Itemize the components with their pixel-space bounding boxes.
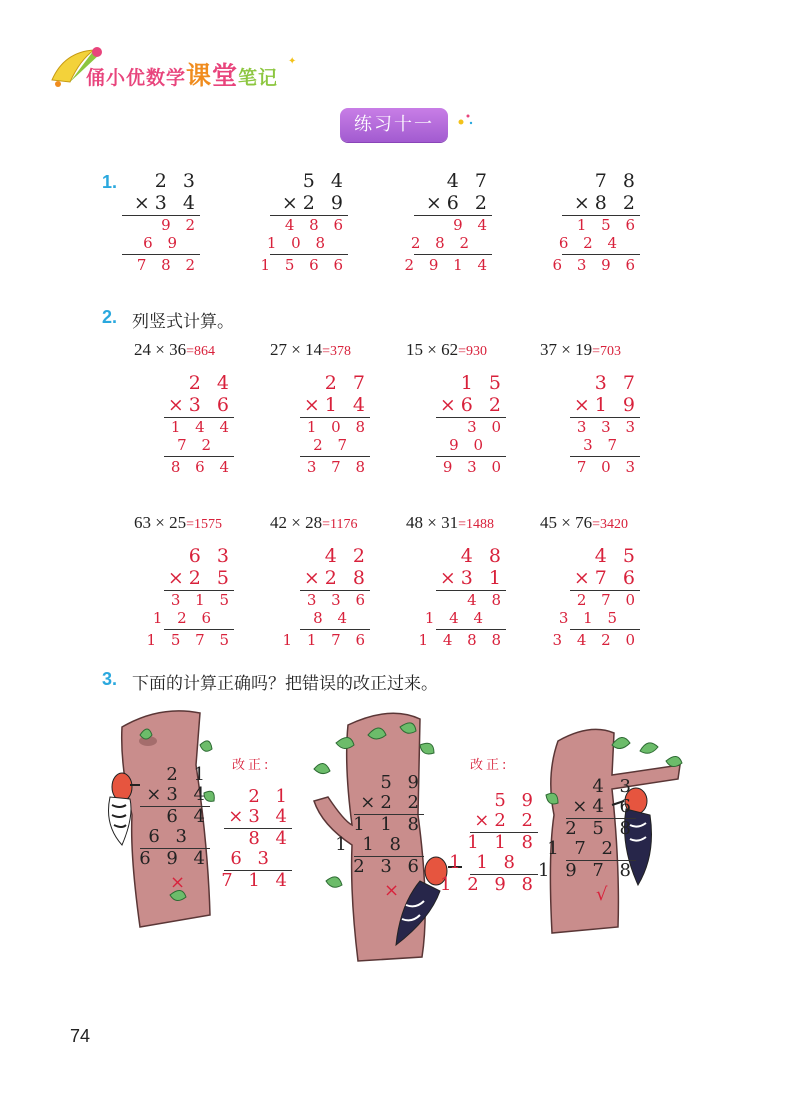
q2-problem-3-partial-1: 3 0 xyxy=(467,418,506,436)
q2-problem-4-result: 7 0 3 xyxy=(576,458,640,476)
exercise-title: 练习十一 xyxy=(340,108,448,142)
q3-tree-3-vertical-multiplication xyxy=(538,776,636,884)
q3-tree-2-multiplier: ×2 2 xyxy=(360,792,424,813)
q2-problem-6-partial-2: 8 4 xyxy=(313,609,352,627)
q1-item-3-rule-1 xyxy=(414,215,492,216)
q2-problem-expression: 27 × 14 xyxy=(270,340,323,359)
q3-tree-3-multiplicand: 4 3 xyxy=(592,776,636,797)
q3-tree-2-mark: × xyxy=(384,880,400,901)
q2-problem-expression: 24 × 36 xyxy=(134,340,187,359)
q2-problem-7 xyxy=(406,513,494,533)
q3-tree-3-rule-2 xyxy=(566,860,636,861)
q2-problem-4-vertical-multiplication xyxy=(564,372,640,480)
q2-problem-5-partial-2: 1 2 6 xyxy=(152,609,216,627)
q2-problem-8-partial-1: 2 7 0 xyxy=(576,591,640,609)
q3-tree-2-vertical-multiplication xyxy=(335,772,424,880)
brand-prefix: 俑小优数学 xyxy=(86,67,187,89)
q1-item-4-result: 6 3 9 6 xyxy=(552,256,640,274)
q2-problem-6-result: 1 1 7 6 xyxy=(282,631,370,649)
q2-number: 2. xyxy=(102,307,118,327)
correction-label-2: 改正: xyxy=(470,758,510,773)
q2-problem-5 xyxy=(134,513,222,533)
q2-problem-4-multiplicand: 3 7 xyxy=(594,372,640,394)
q2-problem-1-multiplier: ×3 6 xyxy=(167,394,234,416)
q2-problem-answer: =864 xyxy=(186,344,215,359)
q2-problem-1 xyxy=(134,340,215,360)
q3-correction-2-partial-2: 1 1 8 xyxy=(449,852,520,873)
q3-tree-1-partial-1: 6 4 xyxy=(166,806,210,827)
q3-correction-2-partial-1: 1 1 8 xyxy=(467,832,538,853)
q3-tree-1-partial-2: 6 3 xyxy=(148,826,192,847)
q2-problem-1-rule-2 xyxy=(164,456,234,457)
correction-label-1: 改正: xyxy=(232,758,272,773)
q1-item-3-partial-2: 2 8 2 xyxy=(410,234,474,252)
q2-problem-expression: 42 × 28 xyxy=(270,513,323,532)
q2-problem-1-result: 8 6 4 xyxy=(170,458,234,476)
q2-problem-2 xyxy=(270,340,351,360)
q2-problem-2-multiplicand: 2 7 xyxy=(324,372,370,394)
q3-correction-1-multiplicand: 2 1 xyxy=(248,786,292,807)
q2-problem-1-multiplicand: 2 4 xyxy=(188,372,234,394)
q3-number: 3. xyxy=(102,669,118,689)
q2-problem-8-rule-2 xyxy=(570,629,640,630)
q2-problem-4-partial-2: 3 7 xyxy=(583,436,622,454)
q1-item-3-partial-1: 9 4 xyxy=(453,216,492,234)
q2-problem-expression: 15 × 62 xyxy=(406,340,459,359)
q2-problem-4-multiplier: ×1 9 xyxy=(573,394,640,416)
q2-problem-answer: =1575 xyxy=(186,517,222,532)
brand-ke: 课 xyxy=(186,61,213,90)
q3-tree-2-rule-2 xyxy=(354,856,424,857)
q2-problem-2-multiplier: ×1 4 xyxy=(303,394,370,416)
q3-correction-2-multiplicand: 5 9 xyxy=(494,790,538,811)
q3-correction-2-rule-1 xyxy=(470,832,538,833)
q2-problem-6-rule-2 xyxy=(300,629,370,630)
q2-problem-5-result: 1 5 7 5 xyxy=(146,631,234,649)
q2-problem-5-partial-1: 3 1 5 xyxy=(170,591,234,609)
q3-tree-1-multiplicand: 2 1 xyxy=(166,764,210,785)
q2-problem-8-partial-2: 3 1 5 xyxy=(558,609,622,627)
q2-problem-3-multiplier: ×6 2 xyxy=(439,394,506,416)
q1-item-1-rule-1 xyxy=(122,215,200,216)
q3-correction-2-result: 1 2 9 8 xyxy=(440,874,538,895)
q3-correction-1-vertical-multiplication xyxy=(218,786,292,894)
q3-tree-2-rule-1 xyxy=(354,814,424,815)
q1-number: 1. xyxy=(102,172,118,192)
q2-problem-1-partial-2: 7 2 xyxy=(177,436,216,454)
q3-tree-1-mark: × xyxy=(170,872,186,893)
q1-item-1-vertical-multiplication xyxy=(120,170,200,278)
q1-item-2-vertical-multiplication xyxy=(260,170,348,278)
svg-text:✦: ✦ xyxy=(288,56,297,67)
q2-problem-8-rule-1 xyxy=(570,590,640,591)
q2-problem-2-partial-2: 2 7 xyxy=(313,436,352,454)
q2-problem-7-vertical-multiplication xyxy=(418,545,506,653)
q2-problem-6-multiplier: ×2 8 xyxy=(303,567,370,589)
q2-problem-4-rule-1 xyxy=(570,417,640,418)
brand-title xyxy=(86,56,278,92)
q3-tree-3-multiplier: ×4 6 xyxy=(572,796,636,817)
q2-problem-expression: 45 × 76 xyxy=(540,513,593,532)
q3-correction-1-rule-2 xyxy=(224,870,292,871)
q1-item-1-partial-2: 6 9 xyxy=(143,234,182,252)
brand-suffix: 笔记 xyxy=(238,67,279,89)
q3-correction-1-partial-2: 6 3 xyxy=(230,848,274,869)
q2-problem-5-rule-1 xyxy=(164,590,234,591)
q1-item-4-rule-1 xyxy=(562,215,640,216)
q1-item-1-multiplier: ×3 4 xyxy=(133,192,200,214)
q2-problem-8-vertical-multiplication xyxy=(552,545,640,653)
q1-item-3-multiplicand: 4 7 xyxy=(446,170,492,192)
q1-item-1-partial-1: 9 2 xyxy=(161,216,200,234)
q2-problem-5-vertical-multiplication xyxy=(146,545,234,653)
q2-problem-5-multiplicand: 6 3 xyxy=(188,545,234,567)
q2-problem-6-multiplicand: 4 2 xyxy=(324,545,370,567)
q1-item-3-multiplier: ×6 2 xyxy=(425,192,492,214)
q2-problem-3-result: 9 3 0 xyxy=(442,458,506,476)
q2-instruction: 列竖式计算。 xyxy=(132,312,234,332)
q2-problem-answer: =378 xyxy=(322,344,351,359)
q1-item-4-partial-2: 6 2 4 xyxy=(558,234,622,252)
q1-item-4-multiplicand: 7 8 xyxy=(594,170,640,192)
q2-problem-answer: =1176 xyxy=(322,517,358,532)
q3-tree-1-rule-2 xyxy=(140,848,210,849)
q1-item-4-multiplier: ×8 2 xyxy=(573,192,640,214)
q3-correction-2-vertical-multiplication xyxy=(440,790,538,898)
q2-problem-1-vertical-multiplication xyxy=(158,372,234,480)
q2-problem-7-rule-1 xyxy=(436,590,506,591)
q3-tree-1-vertical-multiplication xyxy=(134,764,210,872)
q1-item-2-multiplier: ×2 9 xyxy=(281,192,348,214)
q1-item-2-rule-1 xyxy=(270,215,348,216)
q1-item-4-partial-1: 1 5 6 xyxy=(576,216,640,234)
q2-problem-6-rule-1 xyxy=(300,590,370,591)
q3-correction-2-multiplier: ×2 2 xyxy=(474,810,538,831)
q2-problem-5-multiplier: ×2 5 xyxy=(167,567,234,589)
q2-problem-6 xyxy=(270,513,357,533)
q1-item-2-partial-1: 4 8 6 xyxy=(284,216,348,234)
q2-problem-8-multiplier: ×7 6 xyxy=(573,567,640,589)
q2-problem-8-multiplicand: 4 5 xyxy=(594,545,640,567)
q3-tree-3-partial-2: 1 7 2 xyxy=(547,838,618,859)
q3-tree-2-partial-2: 1 1 8 xyxy=(335,834,406,855)
q2-problem-4-rule-2 xyxy=(570,456,640,457)
q3-tree-2-partial-1: 1 1 8 xyxy=(353,814,424,835)
q2-problem-7-result: 1 4 8 8 xyxy=(418,631,506,649)
q2-problem-2-partial-1: 1 0 8 xyxy=(306,418,370,436)
q2-problem-expression: 37 × 19 xyxy=(540,340,593,359)
q1-item-1-rule-2 xyxy=(122,254,200,255)
q2-problem-6-vertical-multiplication xyxy=(282,545,370,653)
q3-tree-2-multiplicand: 5 9 xyxy=(380,772,424,793)
q3-correction-1-rule-1 xyxy=(224,828,292,829)
q2-problem-2-rule-2 xyxy=(300,456,370,457)
q2-problem-expression: 63 × 25 xyxy=(134,513,187,532)
q3-correction-2-rule-2 xyxy=(470,874,538,875)
q2-problem-3-rule-2 xyxy=(436,456,506,457)
q2-problem-3-vertical-multiplication xyxy=(430,372,506,480)
q2-problem-4 xyxy=(540,340,621,360)
brand-tang: 堂 xyxy=(212,61,239,90)
q2-problem-answer: =930 xyxy=(458,344,487,359)
q2-problem-expression: 48 × 31 xyxy=(406,513,459,532)
q3-tree-3-partial-1: 2 5 8 xyxy=(565,818,636,839)
q3-correction-1-multiplier: ×3 4 xyxy=(228,806,292,827)
page-number: 74 xyxy=(70,1026,91,1046)
q2-problem-answer: =703 xyxy=(592,344,621,359)
q2-problem-7-partial-2: 1 4 4 xyxy=(424,609,488,627)
q3-tree-1-rule-1 xyxy=(140,806,210,807)
q1-item-2-result: 1 5 6 6 xyxy=(260,256,348,274)
q3-tree-3-result: 1 9 7 8 xyxy=(538,860,636,881)
q1-item-1-multiplicand: 2 3 xyxy=(154,170,200,192)
q2-problem-2-result: 3 7 8 xyxy=(306,458,370,476)
q2-problem-3 xyxy=(406,340,487,360)
q2-problem-3-multiplicand: 1 5 xyxy=(460,372,506,394)
q3-instruction: 下面的计算正确吗？把错误的改正过来。 xyxy=(132,674,438,694)
q2-problem-8-result: 3 4 2 0 xyxy=(552,631,640,649)
q2-problem-7-partial-1: 4 8 xyxy=(467,591,506,609)
q2-problem-7-rule-2 xyxy=(436,629,506,630)
q1-item-3-vertical-multiplication xyxy=(404,170,492,278)
q1-item-1-result: 7 8 2 xyxy=(136,256,200,274)
q1-item-2-partial-2: 1 0 8 xyxy=(266,234,330,252)
q3-correction-1-result: 7 1 4 xyxy=(221,870,292,891)
q3-correction-1-partial-1: 8 4 xyxy=(248,828,292,849)
q2-problem-8 xyxy=(540,513,628,533)
q2-problem-7-multiplier: ×3 1 xyxy=(439,567,506,589)
q1-item-2-multiplicand: 5 4 xyxy=(302,170,348,192)
q2-problem-answer: =3420 xyxy=(592,517,628,532)
q2-problem-answer: =1488 xyxy=(458,517,494,532)
q2-problem-2-rule-1 xyxy=(300,417,370,418)
q2-problem-7-multiplicand: 4 8 xyxy=(460,545,506,567)
q2-problem-4-partial-1: 3 3 3 xyxy=(576,418,640,436)
q3-tree-3-mark: √ xyxy=(596,884,608,905)
q2-problem-3-rule-1 xyxy=(436,417,506,418)
q1-item-3-result: 2 9 1 4 xyxy=(404,256,492,274)
q3-tree-1-multiplier: ×3 4 xyxy=(146,784,210,805)
q1-item-4-vertical-multiplication xyxy=(552,170,640,278)
q3-tree-1-result: 6 9 4 xyxy=(139,848,210,869)
q2-problem-6-partial-1: 3 3 6 xyxy=(306,591,370,609)
q2-problem-3-partial-2: 9 0 xyxy=(449,436,488,454)
q2-problem-2-vertical-multiplication xyxy=(294,372,370,480)
q1-item-4-rule-2 xyxy=(562,254,640,255)
q2-problem-1-partial-1: 1 4 4 xyxy=(170,418,234,436)
q1-item-3-rule-2 xyxy=(414,254,492,255)
sparkle-icon xyxy=(455,110,475,130)
q3-tree-2-result: 2 3 6 xyxy=(353,856,424,877)
q1-item-2-rule-2 xyxy=(270,254,348,255)
q2-problem-1-rule-1 xyxy=(164,417,234,418)
q2-problem-5-rule-2 xyxy=(164,629,234,630)
q3-tree-3-rule-1 xyxy=(566,818,636,819)
